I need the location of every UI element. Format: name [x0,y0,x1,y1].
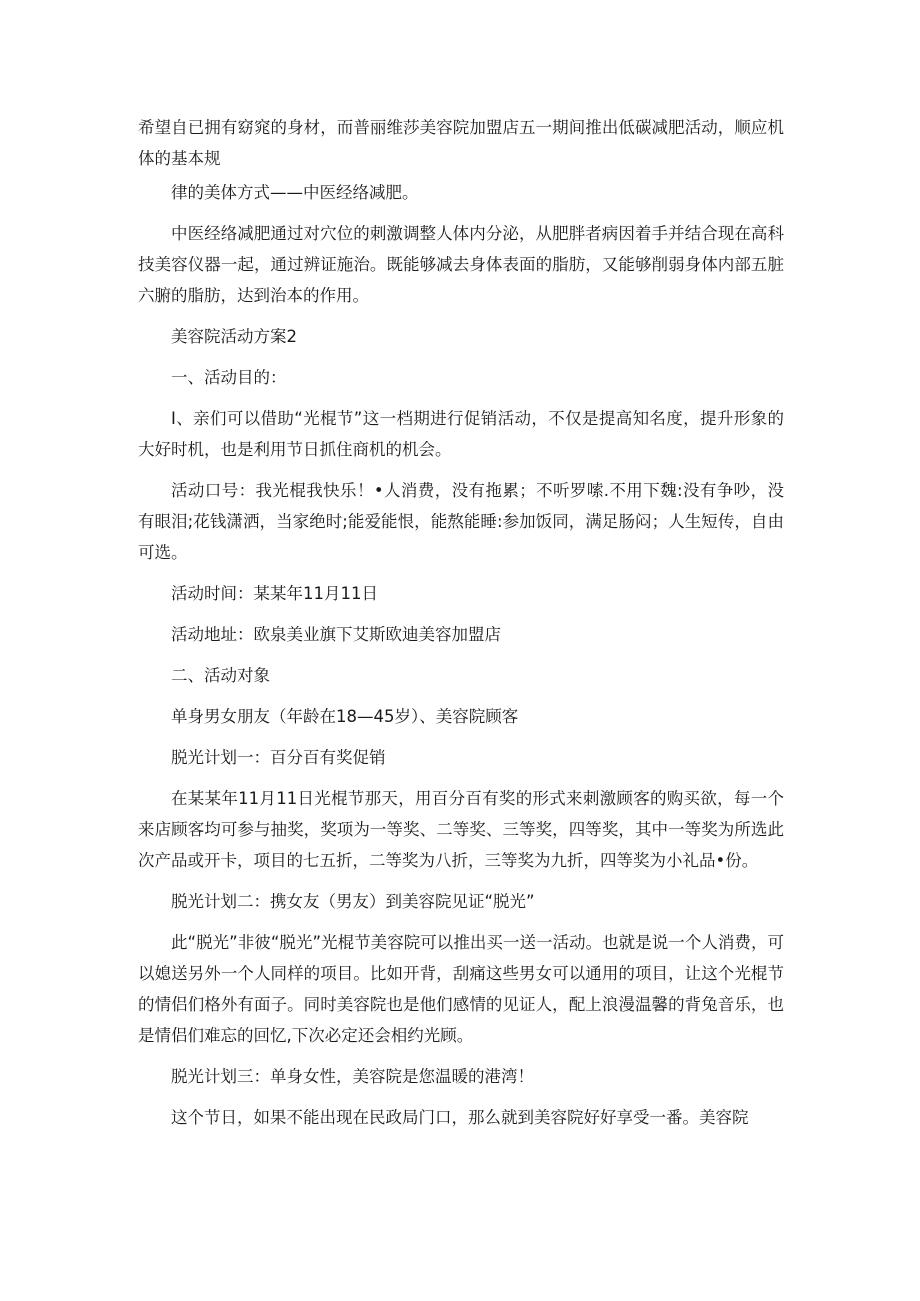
paragraph-slogan: 活动口号：我光棍我快乐！•人消费，没有拖累；不听罗嗦.不用下魏:没有争吵，没有眼泪;花钱潇洒，当家绝时;能爱能恨，能熬能睡:参加饭同，满足肠闷；人生短传，自由可选。 [138,481,784,562]
paragraph-meridian: 中医经络减肥通过对穴位的刺激调整人体内分泌，从肥胖者病因着手并结合现在高科技美容仪器一起，通过辨证施治。既能够减去身体表面的脂肪，又能够削弱身体内部五脏六腑的脂肪，达到治本的作用。 [138,224,784,305]
heading-plan-one: 脱光计划一：百分百有奖促销 [171,748,386,767]
document-body [138,112,784,1143]
paragraph-plan-two: 此“脱光”非彼“脱光”光棍节美容院可以推出买一送一活动。也就是说一个人消费，可以媳送另外一个人同样的项目。比如开背，刮痛这些男女可以通用的项目，让这个光棍节的情侣们格外有面子。同时美容院也是他们感情的见证人，配上浪漫温馨的背兔音乐，也是情侣们难忘的回忆,下次必定还会相约光顾。 [138,933,784,1045]
paragraph-plan-one: 在某某年11月11日光棍节那天，用百分百有奖的形式来刺激顾客的购买欲，每一个来店顾客均可参与抽奖，奖项为一等奖、二等奖、三等奖，四等奖，其中一等奖为所选此次产品或开卡，项目的七五折，二等奖为八折，三等奖为九折，四等奖为小礼品•份。 [138,789,784,870]
paragraph-target: 单身男女朋友（年龄在18—45岁）、美容院顾客 [171,707,519,726]
paragraph-plan-three: 这个节日，如果不能出现在民政局门口，那么就到美容院好好享受一番。美容院 [171,1108,749,1127]
section-title-plan-2: 美容院活动方案2 [171,327,297,346]
paragraph-intro-continued: 希望自已拥有窈窕的身材，而普丽维莎美容院加盟店五一期间推出低碳减肥活动，顺应机体的基本规 [138,118,784,168]
heading-activity-purpose: 一、活动目的： [171,368,287,387]
paragraph-method: 律的美体方式——中医经络减肥。 [171,183,419,202]
heading-plan-two: 脱光计划二：携女友（男友）到美容院见证“脱光” [171,892,535,911]
paragraph-activity-time: 活动时间：某某年11月11日 [171,584,378,603]
paragraph-activity-address: 活动地址：欧泉美业旗下艾斯欧迪美容加盟店 [171,625,501,644]
heading-plan-three: 脱光计划三：单身女性，美容院是您温暖的港湾！ [171,1067,534,1086]
paragraph-purpose: I、亲们可以借助“光棍节”这一档期进行促销活动，不仅是提高知名度，提升形象的大好时机，也是利用节日抓住商机的机会。 [138,409,784,459]
heading-activity-target: 二、活动对象 [171,666,270,685]
